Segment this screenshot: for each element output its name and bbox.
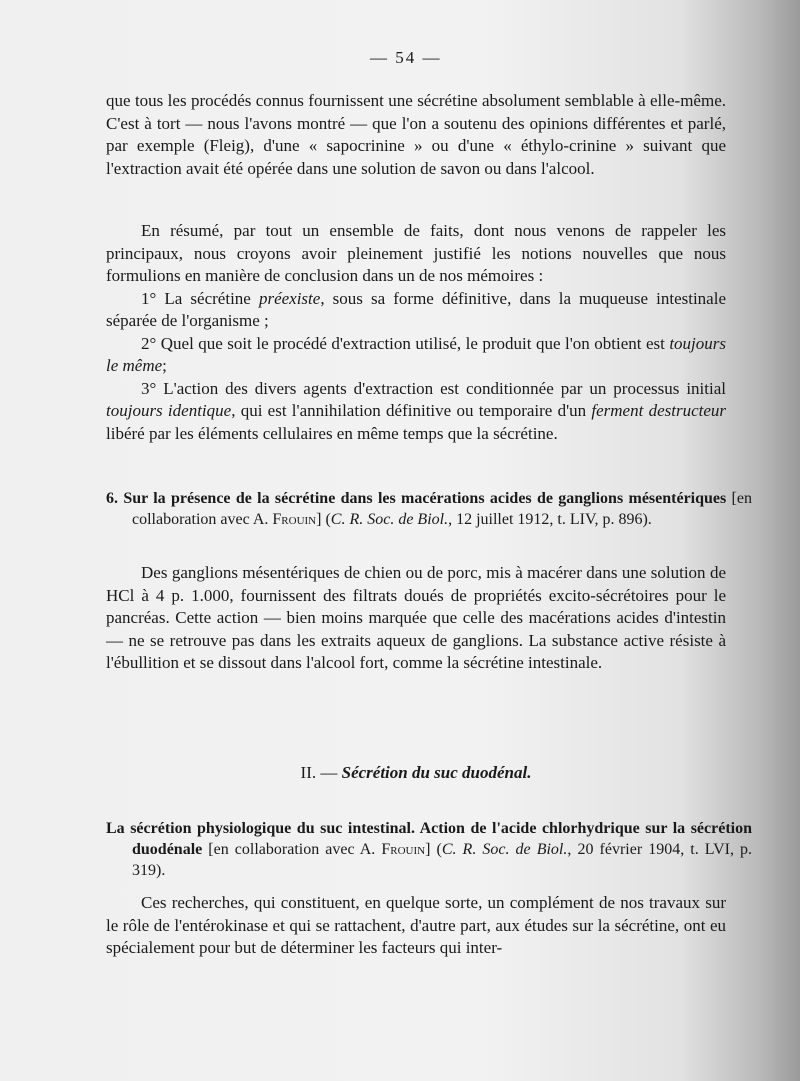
paragraph-sapocrinine [106,90,726,180]
paragraph-recherches [106,892,726,960]
reference-title: Sur la présence de la sécrétine dans les macérations acides de ganglions mésentériques [123,490,727,507]
section-heading [106,763,726,783]
reference-number: 6. [106,490,118,507]
paragraph-text: que tous les procédés connus fournissent une sécrétine absolument semblable à elle-même. C'est à tort — nous l'avons montré — que l'on a soutenu des opinions différentes et parlé, par exemple (Fleig), d'une « sapocrinine » ou d'une « éthylo-crinine » suivant que l'extraction avait été opérée dans une solution de savon ou dans l'alcool. [106,91,726,178]
reference-author: Frouin [272,511,317,528]
section-number: II. — [300,763,342,782]
reference-journal: C. R. Soc. de Biol. [441,841,568,858]
reference-journal: C. R. Soc. de Biol. [330,511,449,528]
paragraph-text: Ces recherches, qui constituent, en quelque sorte, un complément de nos travaux sur le rôle de l'entérokinase et qui se rattachent, d'autre part, aux études sur la sécrétine, ont eu spécialement pour but de déterminer les facteurs qui inter- [106,893,726,957]
paragraph-text: Des ganglions mésentériques de chien ou de porc, mis à macérer dans une solution de HCl à 4 p. 1.000, fournissent des filtrats doués de propriétés excito-sécrétoires pour le pancréas. Cette action — bien moins marquée que celle des macérations acides d'intestin — ne se retrouve pas dans les extraits aqueux de ganglions. La substance active résiste à l'ébullition et se dissout dans l'alcool fort, comme la sécrétine intestinale. [106,563,726,672]
reference-6: 6. Sur la présence de la sécrétine dans les macérations acides de ganglions mésentériques [en collaboration avec A. Frouin] (C. R. Soc. de Biol., 12 juillet 1912, t. LIV, p. 896). [106,490,752,528]
paragraph-summary: En résumé, par tout un ensemble de faits, dont nous venons de rappeler les principaux, nous croyons avoir pleinement justifié les notions nouvelles que nous formulions en manière de conclusion dans un de nos mémoires : [106,221,726,285]
reference-title: La sécrétion physiologique du suc intestinal. Action de l'acide chlorhydrique sur la sécrétion duodénale [106,820,752,858]
page-number: — 54 — [370,48,442,67]
paragraph-ganglions [106,562,726,675]
list-item-2: 2° Quel que soit le procédé d'extraction utilisé, le produit que l'on obtient est toujours le même; [106,333,726,375]
reference-secretion: La sécrétion physiologique du suc intestinal. Action de l'acide chlorhydrique sur la sécrétion duodénale [en collaboration avec A. Frouin] (C. R. Soc. de Biol., 20 février 1904, t. LVI, p. 319). [106,820,753,879]
list-item-3: 3° L'action des divers agents d'extraction est conditionnée par un processus initial toujours identique, qui est l'annihilation définitive ou temporaire d'un ferment destructeur libéré par les éléments cellulaires en même temps que la sécrétine. [106,378,726,443]
list-item-1: 1° La sécrétine préexiste, sous sa forme définitive, dans la muqueuse intestinale séparée de l'organisme ; [106,288,726,330]
section-title: Sécrétion du suc duodénal. [341,763,532,782]
summary-block [106,220,726,445]
reference-author: Frouin [381,841,426,858]
